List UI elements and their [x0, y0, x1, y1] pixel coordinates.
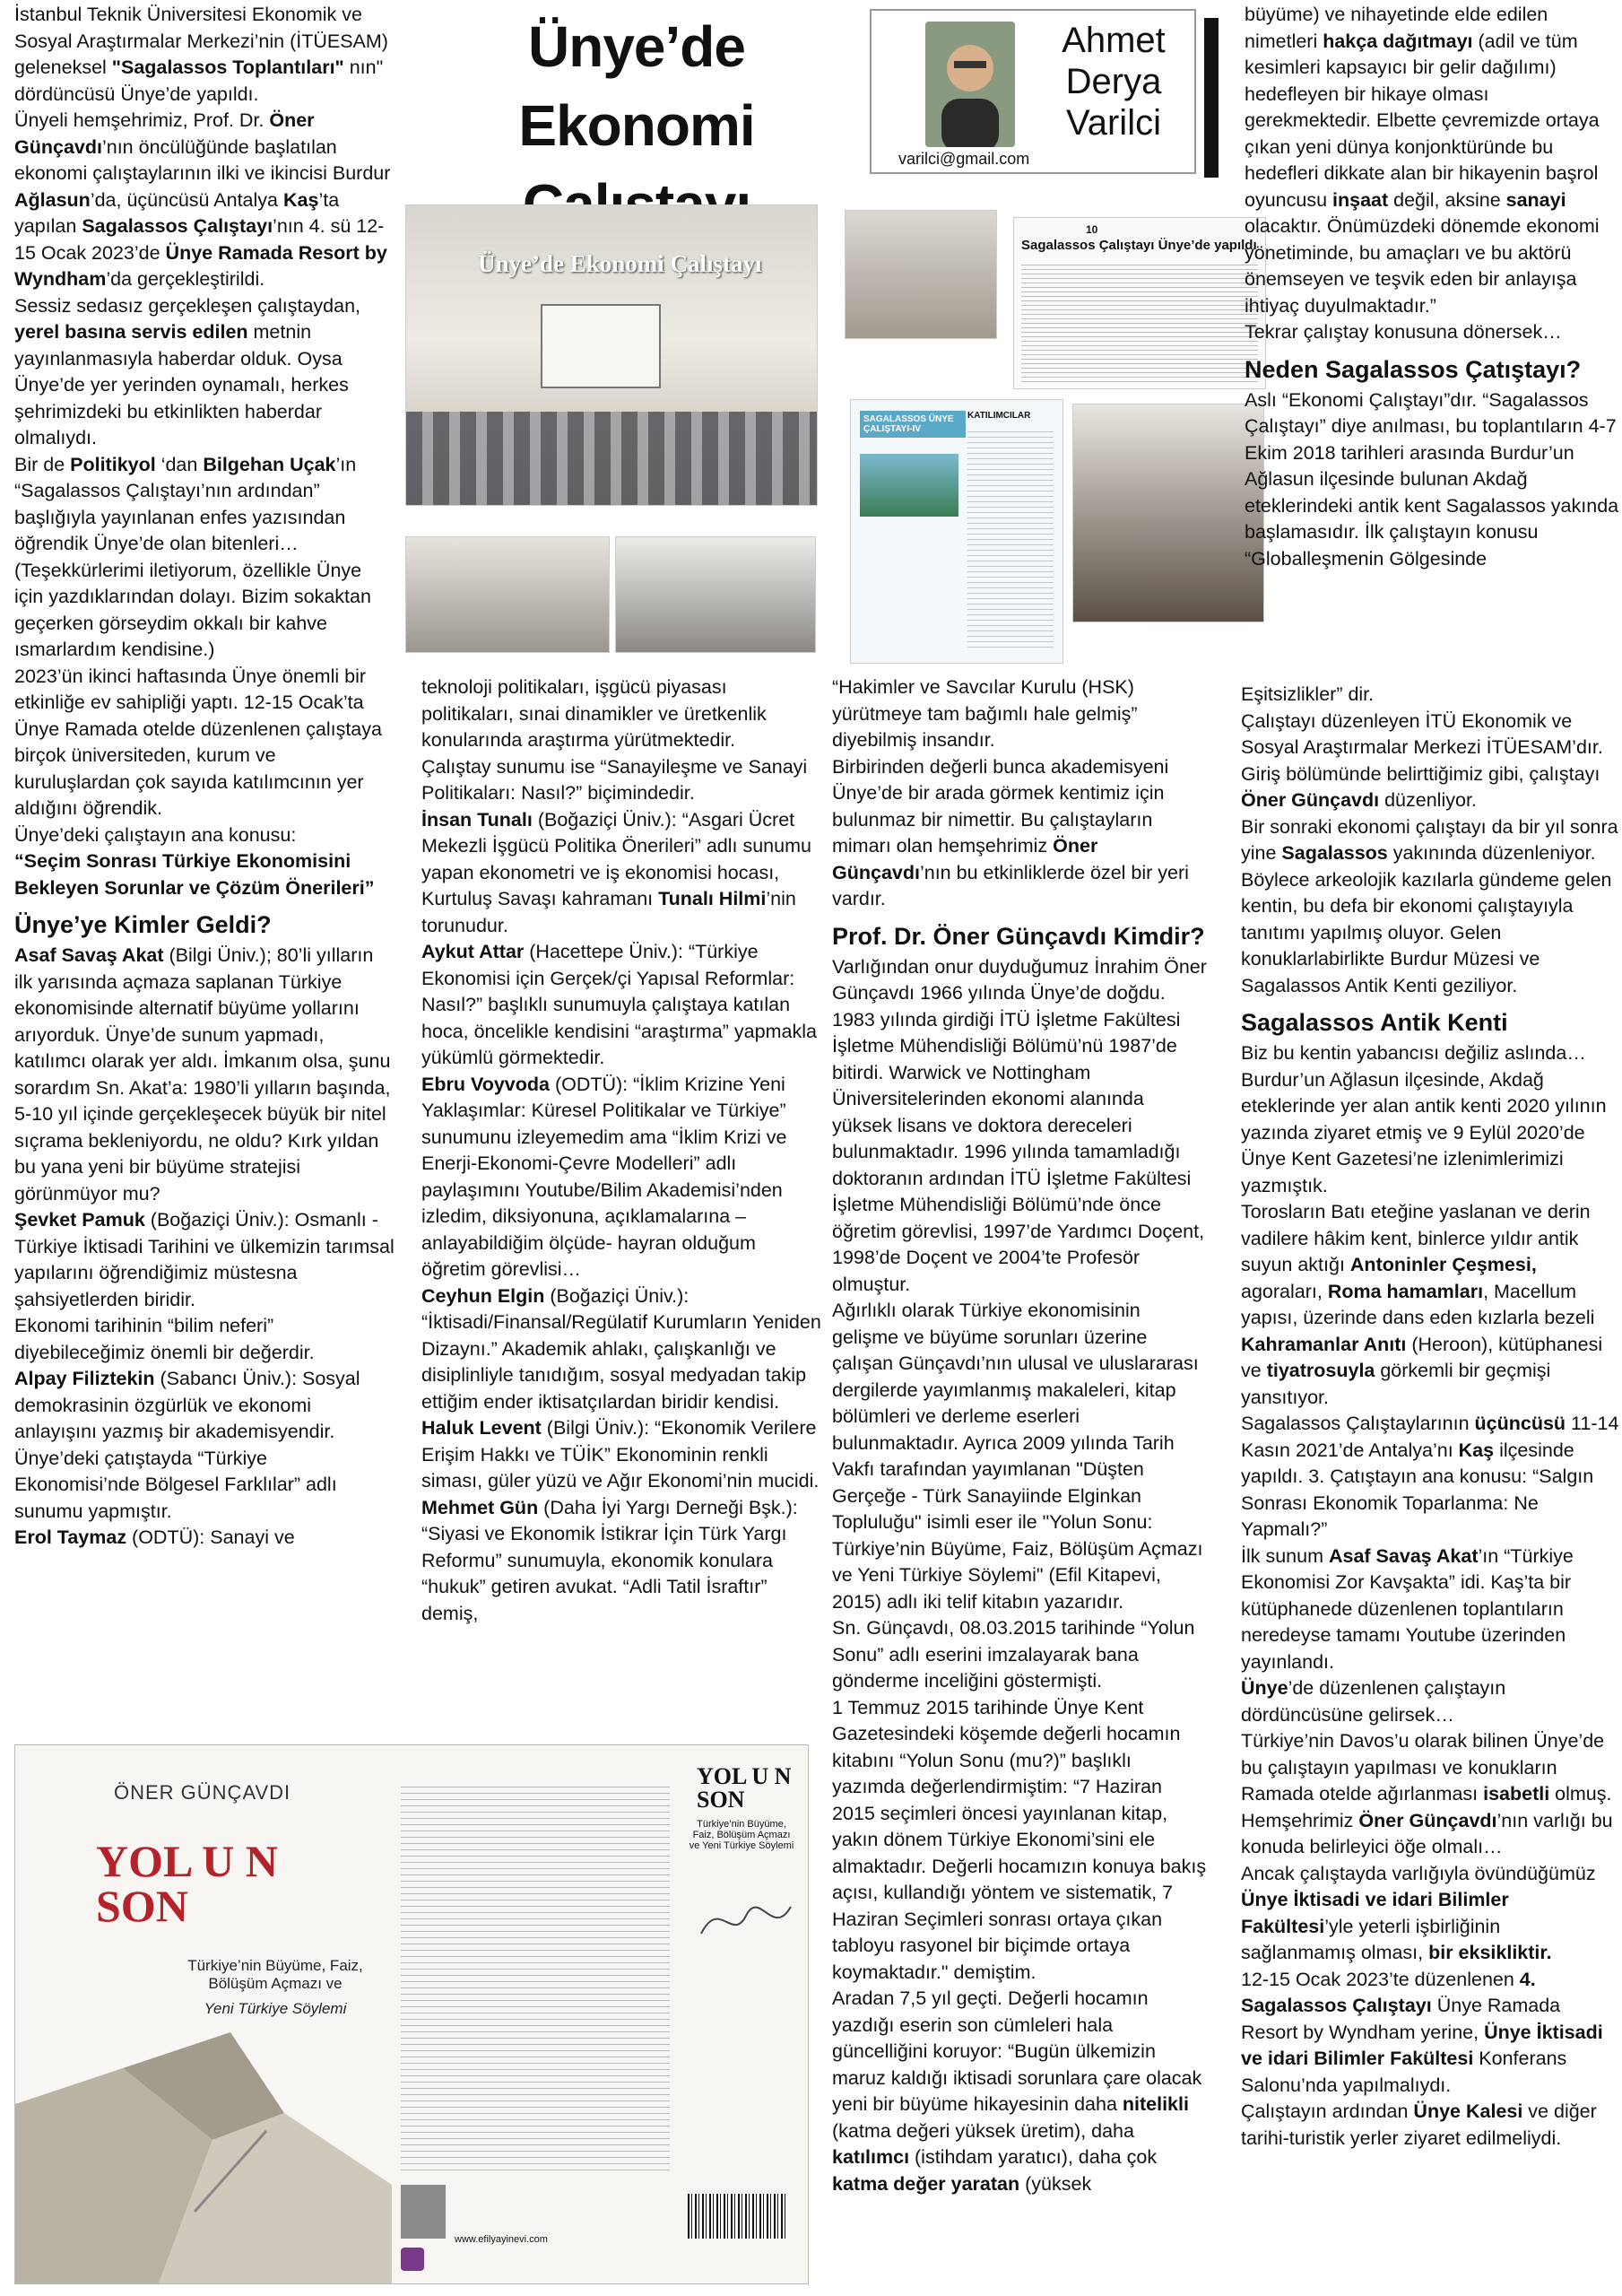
- book-back: [392, 1745, 808, 2283]
- article-paragraph: Ünye’de düzenlenen çalıştayın dördüncüsüne gelirsek…: [1241, 1677, 1506, 1726]
- article-paragraph: Bir de Politikyol ‘dan Bilgehan Uçak’ın “Sagalassos Çalıştayı’nın ardından” başlığıyla yayınlanan enfes yazısından öğrendik Ünye’de olan bitenleri…: [14, 453, 357, 554]
- author-box: [870, 9, 1196, 174]
- author-name: [1042, 20, 1185, 144]
- section-heading: Sagalassos Antik Kenti: [1241, 1009, 1508, 1036]
- article-paragraph: Ancak çalıştayda varlığıyla övündüğümüz Ünye İktisadi ve idari Bilimler Fakültesi’yle yeterli işbirliğinin sağlanmamış olması, bir eksikliktir.: [1241, 1862, 1596, 1963]
- conference-hall-photo: [405, 204, 818, 506]
- article-paragraph: Ekonomi tarihinin “bilim neferi” diyebileceğimiz önemli bir değerdir.: [14, 1315, 315, 1363]
- article-paragraph: 12-15 Ocak 2023’te düzenlenen 4. Sagalassos Çalıştayı Ünye Ramada Resort by Wyndham yerine, Ünye İktisadi ve idari Bilimler Fakültesi Konferans Salonu’nda yapılmalıydı.: [1241, 1968, 1603, 2096]
- article-paragraph: Torosların Batı eteğine yaslanan ve derin vadilere hâkim kent, binlerce yıldır antik suyun aktığı Antoninler Çeşmesi, agoraları, Roma hamamları, Macellum yapısı, üzerinde dans eden kızlarla bezeli Kahramanlar Anıtı (Heroon), kütüphanesi ve tiyatrosuyla görkemli bir geçmişi yansıtıyor.: [1241, 1201, 1603, 1408]
- article-title-line1: Ünye’de Ekonomi: [518, 14, 755, 158]
- article-paragraph: teknoloji politikaları, işgücü piyasası politikaları, sınai dinamikler ve üretkenlik konularında araştırma yürütmektedir.: [421, 676, 767, 751]
- program-participants-title: KATILIMCILAR: [967, 411, 1031, 421]
- section-heading: Neden Sagalassos Çatıştayı?: [1245, 355, 1582, 383]
- author-divider: [1204, 18, 1219, 178]
- group-photo: [1072, 404, 1264, 622]
- book-back-title-2: SON: [697, 1787, 745, 1813]
- book-title-1: YOL U N: [96, 1836, 278, 1886]
- book-subtitle-italic: Yeni Türkiye Söylemi: [204, 2000, 347, 2017]
- article-column-4: [1241, 682, 1619, 2152]
- author-portrait-icon: [925, 22, 1015, 147]
- article-paragraph: Ebru Voyvoda (ODTÜ): “İklim Krizine Yeni Yaklaşımlar: Küresel Politikalar ve Türkiye” sunumunu izleyemedim ama “İklim Krizi ve Enerji-Ekonomi-Çevre Modelleri” adlı paylaşımını Youtube/Bilim Akademisi’nden izledim, diksiyonuna, açıklamalarına –anlayabildiğim ölçüde- hayran olduğum öğretim görevlisi…: [421, 1073, 787, 1280]
- book-back-text: [401, 1781, 670, 2176]
- author-photo: [925, 22, 1015, 147]
- article-paragraph: büyüme) ve nihayetinde elde edilen nimetleri hakça dağıtmayı (adil ve tüm kesimleri kapsayıcı bir gelir dağılımı) hedefleyen bir hikaye olması gerekmektedir. Elbette çevremizde ortaya çıkan yeni dünya konjonktüründe bu hedefleri dikkate alan bir hikayenin başrol oyuncusu inşaat değil, aksine sanayi olacaktır. Önümüzdeki dönemde ekonomi yönetiminde, bu amaçları ve bu aktörü önemseyen ve teşvik eden bir anlayışa ihtiyaç duyulmaktadır.”: [1245, 4, 1600, 317]
- book-author: ÖNER GÜNÇAVDI: [114, 1781, 291, 1804]
- book-back-subtitle: Türkiye’nin Büyüme, Faiz, Bölüşüm Açmazı ve Yeni Türkiye Söylemi: [689, 1819, 794, 1851]
- book-back-title-1: YOL U N: [697, 1763, 792, 1789]
- program-lake-image: [860, 454, 958, 517]
- book-road-illustration: [15, 2032, 392, 2283]
- article-paragraph: Türkiye’nin Davos’u olarak bilinen Ünye’de bu çalıştayın yapılması ve konukların Ramada otelde ağırlanması isabetli olmuş. Hemşehrimiz Öner Günçavdı’nın varlığı bu konuda belirleyici öğe olmalı…: [1241, 1730, 1613, 1857]
- article-paragraph: Ağırlıklı olarak Türkiye ekonomisinin gelişme ve büyüme sorunları üzerine çalışan Günçavdı’nın ulusal ve uluslararası dergilerde yayımlanmış makaleleri, kitap bölümleri ve derleme eserleri bulunmaktadır. Ayrıca 2009 yılında Tarih Vakfı tarafından yayımlanan "Düşten Gerçeğe - Türk Sanayiinde Elginkan Topluluğu" isimli eser ile "Yolun Sonu: Türkiye’nin Büyüme, Faiz, Bölüşüm Açmazı ve Yeni Türkiye Söylemi" (Efil Kitapevi, 2015) adlı iki telif kitabın yazarıdır.: [832, 1300, 1203, 1613]
- photo-overlay-title: Ünye’de Ekonomi Çalıştayı: [478, 250, 762, 277]
- section-heading: Ünye’ye Kimler Geldi?: [14, 911, 272, 938]
- article-paragraph: Şevket Pamuk (Boğaziçi Üniv.): Osmanlı -Türkiye İktisadi Tarihini ve ülkemizin tarımsal yapılarını öğrendiğimiz müstesna şahsiyetlerden biridir.: [14, 1209, 395, 1310]
- book-title-2: SON: [96, 1881, 188, 1931]
- author-email[interactable]: varilci@gmail.com: [898, 150, 1030, 168]
- author-middle-name: Derya: [1065, 62, 1162, 101]
- article-paragraph: Asaf Savaş Akat (Bilgi Üniv.); 80’li yılların ilk yarısında açmaza saplanan Türkiye ekonomisinde alternatif büyüme yollarını arıyorduk. Ünye’de sunum yapmadı, katılımcı olarak yer aldı. İmkanım olsa, şunu sorardım Sn. Akat’a: 1980’li yılların başında, 5-10 yıl içinde gerçekleşecek büyük bir nitel sıçrama bekleniyordu, ne oldu? Kırk yıldan bu yana yeni bir büyüme stratejisi görünmüyor mu?: [14, 944, 391, 1205]
- clipping-page-number: 10: [1086, 223, 1098, 236]
- article-paragraph: “Seçim Sonrası Türkiye Ekonomisini Bekleyen Sorunlar ve Çözüm Önerileri”: [14, 850, 375, 899]
- article-paragraph: Çalıştay sunumu ise “Sanayileşme ve Sanayi Politikaları: Nasıl?” biçimindedir.: [421, 755, 808, 804]
- article-paragraph: “Hakimler ve Savcılar Kurulu (HSK) yürütmeye tam bağımlı hale gelmiş” diyebilmiş insandır.: [832, 676, 1138, 751]
- author-last-name: Varilci: [1066, 103, 1161, 143]
- article-column-2: [421, 674, 821, 1627]
- article-paragraph: Sessiz sedasız gerçekleşen çalıştaydan, yerel basına servis edilen metnin yayınlanmasıyla haberdar olduk. Oysa Ünye’de yer yerinden oynamalı, herkes şehrimizdeki bu etkinlikten haberdar olmalıydı.: [14, 294, 361, 448]
- program-title: SAGALASSOS ÜNYE ÇALIŞTAYI-IV: [860, 411, 966, 438]
- article-paragraph: Bir sonraki ekonomi çalıştayı da bir yıl sonra yine Sagalassos yakınında düzenleniyor. Böylece arkeolojik kazılarla gündeme gelen kentin, bu defa bir ekonomi çalıştayıyla tanıtımı yapılmış oluyor. Gelen konuklarlabirlikte Burdur Müzesi ve Sagalassos Antik Kenti geziliyor.: [1241, 815, 1618, 996]
- article-paragraph: Tekrar çalıştay konusuna dönersek…: [1245, 321, 1562, 343]
- author-first-name: Ahmet: [1062, 21, 1166, 60]
- article-paragraph: Alpay Filiztekin (Sabancı Üniv.): Sosyal demokrasinin özgürlük ve ekonomi anlayışını yazmış bir akademisyendir. Ünye’deki çatıştayda “Türkiye Ekonomisi’nde Bölgesel Farklılar” adlı sunumu yapmıştır.: [14, 1368, 360, 1522]
- article-paragraph: Ceyhun Elgin (Boğaziçi Üniv.): “İktisadi/Finansal/Regülatif Kurumların Yeniden Dizaynı.” Akademik ahlakı, çalışkanlığı ve disiplinliyle tanıdığım, sosyal medyadan takip ettiğim ender iktisatçılardan biridir kendisi.: [421, 1284, 821, 1413]
- book-website[interactable]: www.efilyayinevi.com: [455, 2234, 548, 2245]
- article-paragraph: Çalıştayın ardından Ünye Kalesi ve diğer tarihi-turistik yerler ziyaret edilmeliydi.: [1241, 2100, 1597, 2149]
- article-paragraph: Eşitsizlikler” dir.: [1241, 683, 1375, 705]
- article-paragraph: Sn. Günçavdı, 08.03.2015 tarihinde “Yolun Sonu” adlı eserini imzalayarak bana gönderme inceliğini göstermişti.: [832, 1617, 1195, 1692]
- article-column-1: [14, 2, 395, 1552]
- clipping-header: Sagalassos Çalıştayı Ünye’de yapıldı: [1021, 238, 1257, 253]
- article-column-3: [832, 674, 1209, 2197]
- article-paragraph: 2023’ün ikinci haftasında Ünye önemli bir etkinliğe ev sahipliği yaptı. 12-15 Ocak’ta Ünye Ramada otelde düzenlenen çalıştaya birçok üniversiteden, kurum ve kuruluşlardan çok sayıda katılımcının yer aldığını öğrendik.: [14, 665, 382, 819]
- book-author-photo: [401, 2185, 446, 2239]
- article-paragraph: Sagalassos Çalıştaylarının üçüncüsü 11-14 Kasın 2021’de Antalya’nı Kaş ilçesinde yapıldı. 3. Çatıştayın ana konusu: “Salgın Sonrası Ekonomik Toparlanma: Ne Yapmalı?”: [1241, 1413, 1619, 1540]
- clipping-text: [1021, 261, 1258, 382]
- article-paragraph: Birbirinden değerli bunca akademisyeni Ünye’de bir arada görmek kentimiz için bulunmaz bir nimettir. Bu çalıştayların mimarı olan hemşehrimiz Öner Günçavdı’nın bu etkinliklerde özel bir yeri vardır.: [832, 755, 1189, 909]
- article-paragraph: 1 Temmuz 2015 tarihinde Ünye Kent Gazetesindeki köşemde değerli hocamın kitabını “Yolun Sonu (mu?)” başlıklı yazımda değerlendirmiştim: “7 Haziran 2015 seçimleri öncesi yayınlanan kitap, yakın dönem Türkiye Ekonomi’sini ele almaktadır. Değerli hocamızın konuya bakış açısı, kullandığı yöntem ve sistematik, 7 Haziran Seçimleri sonrası ortaya çıkan tabloyu rasyonel bir biçimde ortaya koymaktadır." demiştim.: [832, 1696, 1207, 1983]
- book-signature: [697, 1889, 795, 1952]
- article-paragraph: Erol Taymaz (ODTÜ): Sanayi ve: [14, 1526, 295, 1548]
- signature-icon: [697, 1889, 795, 1952]
- article-paragraph: Aslı “Ekonomi Çalıştayı”dır. “Sagalassos Çalıştayı” diye anılması, bu toplantıların 4-7 Ekim 2018 tarihleri arasında Burdur’un Ağlasun ilçesinde bulunan Akdağ eteklerindeki antik kent Sagalassos yakında başlamasıdır. İlk çalıştayın konusu “Globalleşmenin Gölgesinde: [1245, 388, 1619, 570]
- newspaper-clipping: [1013, 217, 1266, 389]
- article-paragraph: Ünye’deki çalıştayın ana konusu:: [14, 823, 297, 846]
- book-subtitle: Türkiye’nin Büyüme, Faiz, Bölüşüm Açmazı ve: [187, 1957, 363, 1992]
- article-paragraph: Ünyeli hemşehrimiz, Prof. Dr. Öner Günçavdı’nın öncülüğünde başlatılan ekonomi çalıştaylarının ilki ve ikincisi Burdur Ağlasun’da, üçüncüsü Antalya Kaş’ta yapılan Sagalassos Çalıştayı’nın 4. sü 12-15 Ocak 2023’de Ünye Ramada Resort by Wyndham’da gerçekleştirildi.: [14, 109, 391, 290]
- publisher-logo-icon: [401, 2248, 424, 2271]
- book-barcode: [688, 2194, 786, 2239]
- section-heading: Prof. Dr. Öner Günçavdı Kimdir?: [832, 922, 1205, 950]
- article-paragraph: Mehmet Gün (Daha İyi Yargı Derneği Bşk.): “Siyasi ve Ekonomik İstikrar İçin Türk Yargı Reformu” sunumuyla, ekonomik konulara “hukuk” getiren avukat. “Adli Tatil İsraftır” demiş,: [421, 1496, 798, 1624]
- article-paragraph: İlk sunum Asaf Savaş Akat’ın “Türkiye Ekonomisi Zor Kavşakta” idi. Kaş’ta bir kütüphanede düzenlenen toplantıların neredeyse tamamı Youtube üzerinden yayınlandı.: [1241, 1544, 1574, 1673]
- article-column-4-top: [1245, 2, 1619, 572]
- article-paragraph: İstanbul Teknik Üniversitesi Ekonomik ve Sosyal Araştırmalar Merkezi’nin (İTÜESAM) geleneksel "Sagalassos Toplantıları" nın" dördüncüsü Ünye’de yapıldı.: [14, 4, 388, 105]
- article-paragraph: Aykut Attar (Hacettepe Üniv.): “Türkiye Ekonomisi için Gerçek/çi Yapısal Reformlar: Nasıl?” başlıklı sunumuyla çalıştaya katılan hoca, öncelikle kendisini “araştırma” yapmakla yükümlü görmektedir.: [421, 941, 817, 1068]
- audience-photo-1: [405, 536, 610, 653]
- conference-program-cover: [850, 399, 1063, 664]
- article-paragraph: Varlığından onur duyduğumuz İnrahim Öner Günçavdı 1966 yılında Ünye’de doğdu. 1983 yılında girdiği İTÜ İşletme Fakültesi İşletme Mühendisliği Bölümü’nü 1987’de bitirdi. Warwick ve Nottingham Üniversitelerinden ekonomi alanında yüksek lisans ve doktora dereceleri bulunmaktadır. 1996 yılında tamamladığı doktoranın ardından İTÜ İşletme Fakültesi İşletme Mühendisliği Bölümü’nde önce öğretim görevlisi, 1997’de Yardımcı Doçent, 1998’de Doçent ve 2004’te Profesör olmuştur.: [832, 955, 1207, 1295]
- article-paragraph: (Teşekkürlerimi iletiyorum, özellikle Ünye için yazdıklarından dolayı. Bizim sokaktan geçerken görseydim okkalı bir kahve ısmarlardım kendisine.): [14, 559, 371, 660]
- projection-screen: [541, 304, 661, 388]
- article-paragraph: Haluk Levent (Bilgi Üniv.): “Ekonomik Verilere Erişim Hakkı ve TÜİK” Ekonominin renkli siması, güler yüzü ve Ağır Ekonomi’nin mucidi.: [421, 1417, 820, 1492]
- book-front: [15, 1745, 392, 2283]
- audience: [406, 412, 817, 505]
- article-paragraph: Çalıştayı düzenleyen İTÜ Ekonomik ve Sosyal Araştırmalar Merkezi İTÜESAM’dır.: [1241, 709, 1603, 758]
- audience-photo-2: [615, 536, 816, 653]
- book-cover: [14, 1744, 809, 2284]
- speaker-photo: [845, 210, 997, 339]
- article-paragraph: Giriş bölümünde belirttiğimiz gibi, çalıştayı Öner Günçavdı düzenliyor.: [1241, 762, 1600, 811]
- program-participants-list: [967, 427, 1054, 651]
- article-paragraph: Biz bu kentin yabancısı değiliz aslında… Burdur’un Ağlasun ilçesinde, Akdağ eteklerinde yer alan antik kenti 2020 yılının yazında ziyaret etmiş ve 9 Eylül 2020’de Ünye Kent Gazetesi’ne izlenimlerimizi yazmıştık.: [1241, 1042, 1607, 1196]
- article-paragraph: İnsan Tunalı (Boğaziçi Üniv.): “Asgari Ücret Mekezli İşgücü Politika Önerileri” adlı sunumu yapan ekonometri ve iş ekonomisi hocası, Kurtuluş Savaşı kahramanı Tunalı Hilmi’nin torunudur.: [421, 808, 811, 936]
- article-paragraph: Aradan 7,5 yıl geçti. Değerli hocamın yazdığı eserin son cümleleri hala güncelliğini koruyor: “Bugün ülkemizin maruz kaldığı iktisadi sorunlara çare olacak yeni bir büyüme hikayesinin daha nitelikli (katma değeri yüksek üretim), daha katılımcı (istihdam yaratıcı), daha çok katma değer yaratan (yüksek: [832, 1987, 1202, 2195]
